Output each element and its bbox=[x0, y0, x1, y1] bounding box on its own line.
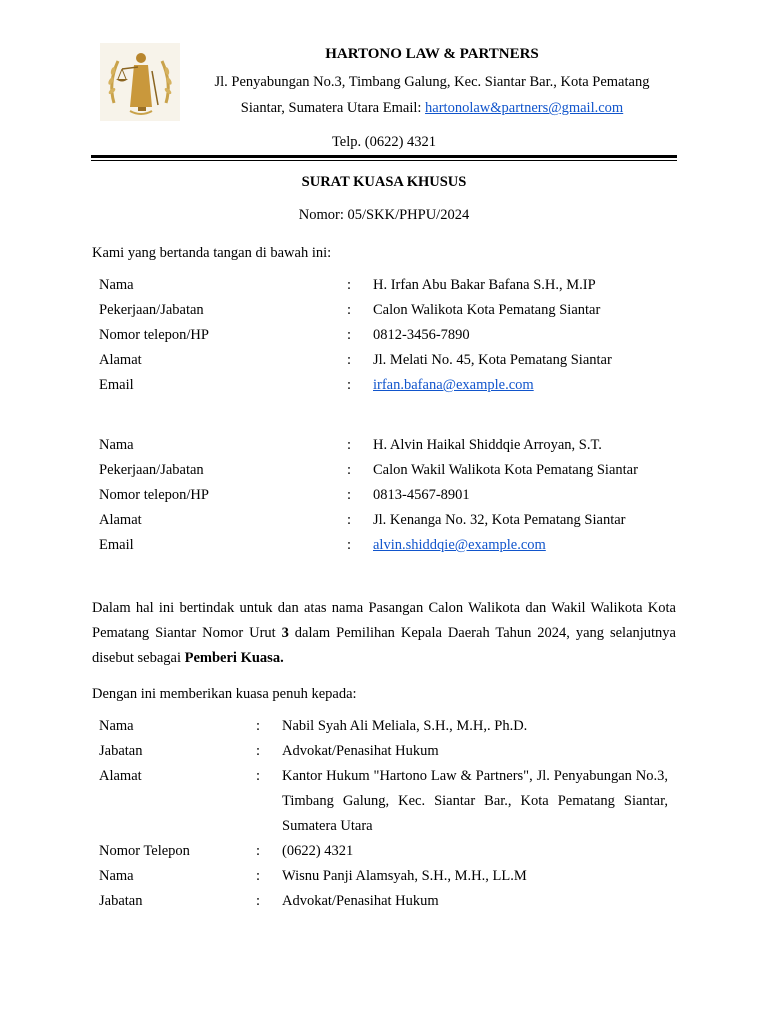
grantor-1-email-link[interactable]: irfan.bafana@example.com bbox=[373, 377, 534, 393]
field-colon: : bbox=[256, 743, 261, 759]
field-label: Pekerjaan/Jabatan bbox=[99, 462, 204, 478]
field-colon: : bbox=[347, 487, 352, 503]
field-colon: : bbox=[347, 302, 352, 318]
field-colon: : bbox=[347, 537, 352, 553]
field-label: Email bbox=[99, 377, 134, 393]
field-colon: : bbox=[256, 893, 261, 909]
field-value: H. Alvin Haikal Shiddqie Arroyan, S.T. bbox=[373, 437, 602, 453]
document-title: SURAT KUASA KHUSUS bbox=[301, 174, 467, 190]
acting-text-part1: Dalam hal ini bertindak untuk dan atas nama Pasangan Calon Walikota dan Wakil Walikota Kota Pematang Siantar Nomor Urut bbox=[92, 600, 676, 641]
grantor-2-email-link[interactable]: alvin.shiddqie@example.com bbox=[373, 537, 546, 553]
field-label: Nama bbox=[99, 277, 134, 293]
firm-telephone: Telp. (0622) 4321 bbox=[331, 134, 437, 150]
field-value: Calon Walikota Kota Pematang Siantar bbox=[373, 302, 601, 318]
field-value: 0813-4567-8901 bbox=[373, 487, 470, 503]
field-colon: : bbox=[347, 437, 352, 453]
field-colon: : bbox=[347, 277, 352, 293]
field-colon: : bbox=[347, 327, 352, 343]
field-value: 0812-3456-7890 bbox=[373, 327, 470, 343]
acting-paragraph bbox=[92, 596, 676, 671]
grant-intro-text: Dengan ini memberikan kuasa penuh kepada: bbox=[92, 686, 357, 702]
firm-email-link[interactable]: hartonolaw&partners@gmail.com bbox=[425, 100, 624, 116]
grantor-term: Pemberi Kuasa. bbox=[184, 650, 284, 666]
field-label: Nama bbox=[99, 868, 134, 884]
firm-address-line2 bbox=[48, 100, 768, 117]
field-colon: : bbox=[256, 718, 261, 734]
field-value: Calon Wakil Walikota Kota Pematang Siantar bbox=[373, 462, 638, 478]
field-colon: : bbox=[256, 843, 261, 859]
field-value: Kantor Hukum "Hartono Law & Partners", Jl. Penyabungan No.3, Timbang Galung, Kec. Siantar Bar., Kota Pematang Siantar, Sumatera Utara bbox=[282, 768, 668, 834]
firm-name: HARTONO LAW & PARTNERS bbox=[325, 46, 539, 62]
field-label: Alamat bbox=[99, 768, 142, 784]
field-label: Jabatan bbox=[99, 893, 143, 909]
field-colon: : bbox=[256, 768, 261, 784]
field-label: Nomor Telepon bbox=[99, 843, 190, 859]
field-colon: : bbox=[256, 868, 261, 884]
header-rule-thick bbox=[91, 155, 677, 158]
field-label: Email bbox=[99, 537, 134, 553]
candidate-number: 3 bbox=[281, 625, 289, 641]
acting-text-part2: dalam Pemilihan Kepala Daerah Tahun 2024, yang selanjutnya disebut sebagai bbox=[92, 625, 676, 666]
field-colon: : bbox=[347, 352, 352, 368]
header-rule-thin bbox=[91, 160, 677, 161]
field-label: Nomor telepon/HP bbox=[99, 327, 209, 343]
field-value: (0622) 4321 bbox=[282, 843, 354, 859]
intro-text: Kami yang bertanda tangan di bawah ini: bbox=[92, 245, 332, 261]
field-value: Wisnu Panji Alamsyah, S.H., M.H., LL.M bbox=[282, 868, 527, 884]
document-number: Nomor: 05/SKK/PHPU/2024 bbox=[298, 207, 470, 223]
field-value: Nabil Syah Ali Meliala, S.H., M.H,. Ph.D. bbox=[282, 718, 528, 734]
field-label: Jabatan bbox=[99, 743, 143, 759]
field-label: Nama bbox=[99, 437, 134, 453]
field-label: Nama bbox=[99, 718, 134, 734]
field-value: Jl. Kenanga No. 32, Kota Pematang Siantar bbox=[373, 512, 626, 528]
field-label: Alamat bbox=[99, 352, 142, 368]
field-colon: : bbox=[347, 462, 352, 478]
field-value: Advokat/Penasihat Hukum bbox=[282, 743, 439, 759]
field-label: Pekerjaan/Jabatan bbox=[99, 302, 204, 318]
firm-address-line1: Jl. Penyabungan No.3, Timbang Galung, Kec. Siantar Bar., Kota Pematang bbox=[214, 74, 650, 90]
field-label: Alamat bbox=[99, 512, 142, 528]
field-value: Jl. Melati No. 45, Kota Pematang Siantar bbox=[373, 352, 612, 368]
field-colon: : bbox=[347, 377, 352, 393]
firm-address-line2-prefix: Siantar, Sumatera Utara Email: bbox=[240, 100, 426, 116]
field-colon: : bbox=[347, 512, 352, 528]
field-value: Advokat/Penasihat Hukum bbox=[282, 893, 439, 909]
field-value: H. Irfan Abu Bakar Bafana S.H., M.IP bbox=[373, 277, 596, 293]
field-label: Nomor telepon/HP bbox=[99, 487, 209, 503]
